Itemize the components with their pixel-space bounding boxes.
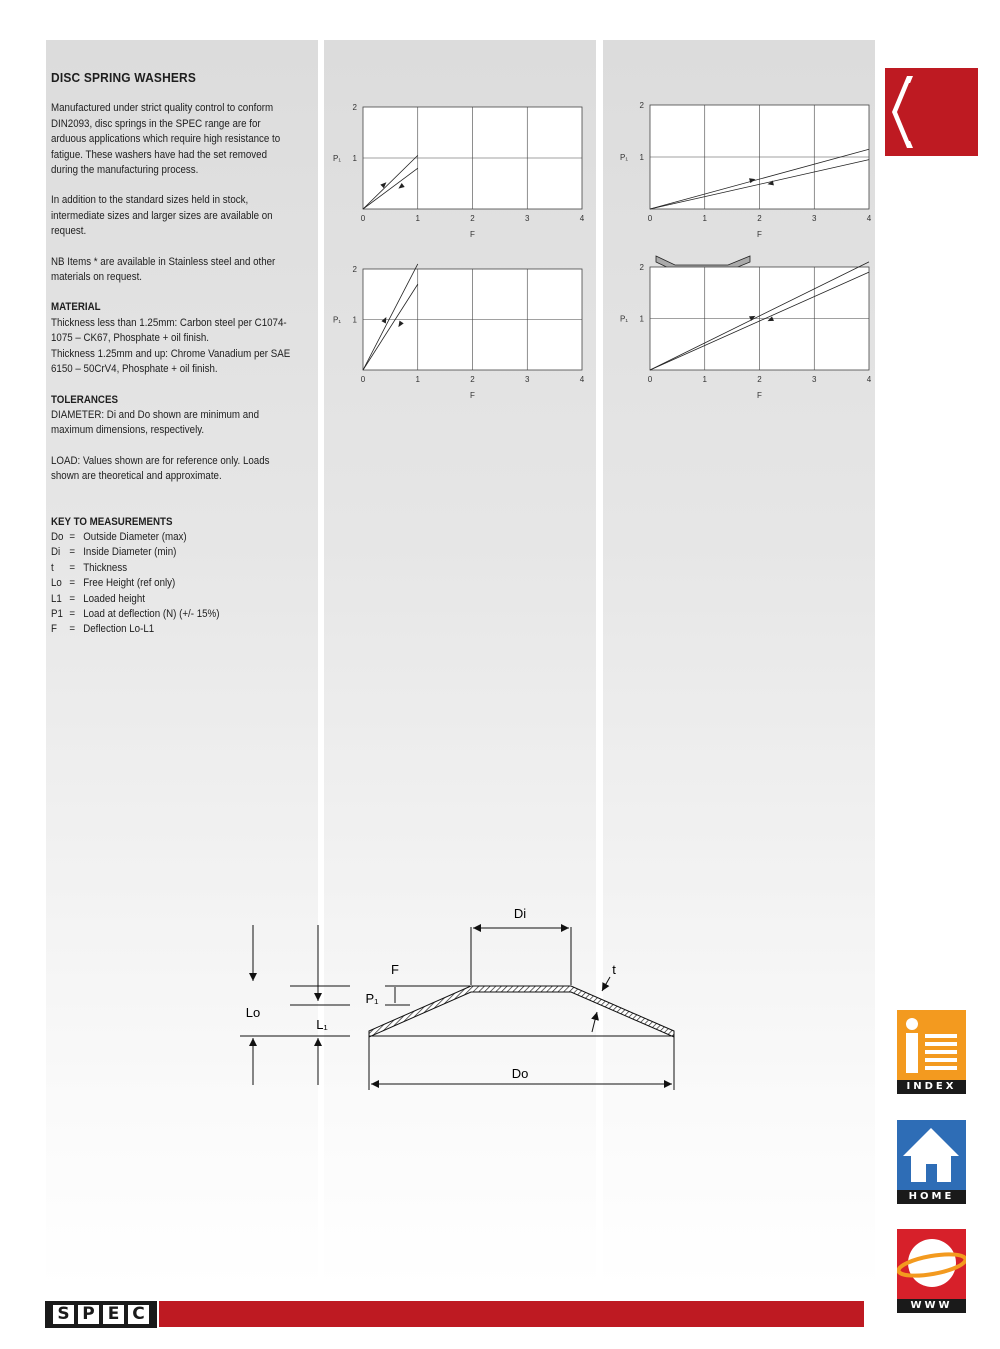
y-tick-label: 1 [639,314,644,324]
logo-letter: P [78,1305,99,1324]
logo-letter: S [53,1305,74,1324]
y-axis-label: P₁ [333,315,342,325]
x-tick-label: 4 [866,375,872,384]
washer-tab-icon [885,68,978,156]
x-tick-label: 2 [470,375,475,384]
x-axis-label: F [470,391,475,400]
www-button[interactable] [897,1229,966,1313]
x-tick-label: 0 [360,375,366,384]
key-row [51,607,292,622]
x-tick-label: 2 [757,375,762,384]
x-tick-label: 3 [525,214,530,223]
y-tick-label: 1 [352,154,357,163]
chart [333,103,585,239]
x-tick-label: 2 [470,214,475,223]
y-tick-label: 1 [352,315,357,325]
key-symbol: L1 [51,592,62,605]
x-tick-label: 1 [702,375,707,384]
tolerances-heading: TOLERANCES [51,393,118,406]
tolerances-diameter: DIAMETER: Di and Do shown are minimum and maximum dimensions, respectively. [51,408,260,437]
x-tick-label: 4 [866,214,872,223]
key-equals: = [69,607,76,620]
x-axis-label: F [757,391,762,400]
key-description: Loaded height [83,592,145,605]
key-symbol: Do [51,530,64,543]
key-description: Load at deflection (N) (+/- 15%) [83,607,220,620]
key-row [51,592,292,607]
key-equals: = [69,530,76,543]
key-description: Deflection Lo-L1 [83,623,155,636]
y-tick-label: 2 [639,263,644,272]
f-label: F [391,962,399,977]
key-symbol: P1 [51,607,63,620]
lo-label: Lo [245,1005,261,1020]
p1-label: P₁ [365,991,379,1006]
www-label: WWW [897,1299,966,1313]
key-description: Outside Diameter (max) [83,530,187,543]
logo-letter: E [103,1305,124,1324]
spec-logo [45,1301,157,1328]
x-tick-label: 3 [525,375,530,384]
section-tab [885,68,978,156]
x-axis-label: F [757,230,762,239]
key-heading: KEY TO MEASUREMENTS [51,515,173,528]
key-row [51,622,292,637]
index-label: INDEX [897,1080,966,1094]
globe-icon [897,1229,966,1299]
chart [333,264,585,400]
key-row [51,545,292,560]
charts-layer [0,0,1000,420]
stock-paragraph: In addition to the standard sizes held in stock, intermediate sizes and larger sizes are available on request. [51,194,273,238]
logo-letter: C [128,1305,149,1324]
home-icon [897,1120,966,1190]
y-tick-label: 2 [352,265,357,274]
material-heading: MATERIAL [51,301,101,314]
key-row [51,576,292,591]
key-description: Thickness [83,561,128,574]
y-tick-label: 2 [352,103,357,112]
y-axis-label: P₁ [620,153,629,162]
key-description: Free Height (ref only) [83,577,176,590]
x-tick-label: 1 [702,214,707,223]
home-button[interactable] [897,1120,966,1204]
chart [620,101,872,239]
home-label: HOME [897,1190,966,1204]
chart [620,262,872,400]
y-tick-label: 1 [639,153,644,162]
do-label: Do [511,1066,529,1081]
key-symbol: Di [51,546,61,559]
index-button[interactable] [897,1010,966,1094]
x-tick-label: 4 [579,214,585,223]
key-symbol: t [51,561,54,574]
t-label: t [612,962,616,977]
key-equals: = [69,592,76,605]
x-tick-label: 0 [647,375,653,384]
washer-section [369,986,674,1037]
x-tick-label: 1 [415,214,420,223]
y-axis-label: P₁ [333,154,342,163]
footer-bar [159,1301,864,1327]
page-title: DISC SPRING WASHERS [51,70,197,85]
x-tick-label: 0 [360,214,366,223]
y-axis-label: P₁ [620,314,629,324]
tolerances-load: LOAD: Values shown are for reference only. Loads shown are theoretical and approximate. [51,454,270,483]
index-icon [897,1010,966,1080]
x-tick-label: 4 [579,375,585,384]
x-tick-label: 2 [757,214,762,223]
material-chrome: Thickness 1.25mm and up: Chrome Vanadium per SAE 6150 – 50CrV4, Phosphate + oil finish. [51,347,291,376]
x-tick-label: 1 [415,375,420,384]
key-row [51,561,292,576]
x-tick-label: 3 [812,214,817,223]
x-tick-label: 3 [812,375,817,384]
key-list [51,530,292,638]
intro-paragraph: Manufactured under strict quality control to conform DIN2093, disc springs in the SPEC range are for arduous applications which require high resistance to fatigue. These washers have had the set removed during the manufacturing process. [51,102,281,177]
key-description: Inside Diameter (min) [83,546,177,559]
x-axis-label: F [470,230,475,239]
key-equals: = [69,546,76,559]
nb-paragraph: NB Items * are available in Stainless steel and other materials on request. [51,255,276,284]
key-equals: = [69,577,76,590]
key-symbol: Lo [51,577,62,590]
di-label: Di [513,906,527,921]
key-symbol: F [51,623,57,636]
key-row [51,530,292,545]
washer-diagram [230,895,730,1095]
x-tick-label: 0 [647,214,653,223]
key-equals: = [69,623,76,636]
material-carbon: Thickness less than 1.25mm: Carbon steel per C1074-1075 – CK67, Phosphate + oil finish. [51,316,287,345]
l1-label: L₁ [316,1017,328,1032]
key-equals: = [69,561,76,574]
y-tick-label: 2 [639,101,644,110]
